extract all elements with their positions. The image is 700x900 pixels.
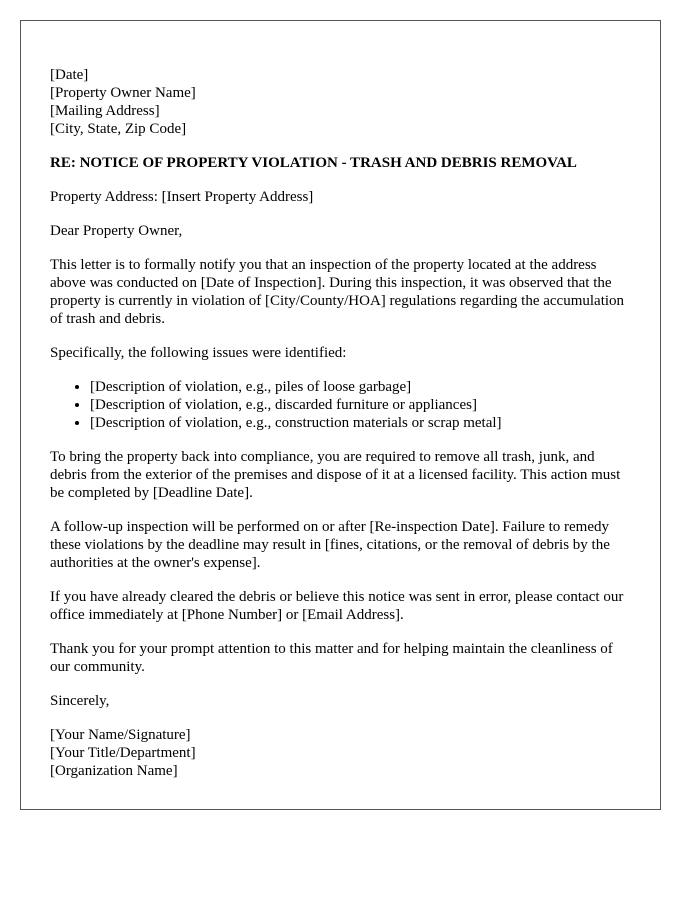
thanks-paragraph: Thank you for your prompt attention to this matter and for helping maintain the cleanliness of our community. <box>50 641 613 675</box>
intro-paragraph: This letter is to formally notify you that an inspection of the property located at the address above was conducted on [Date of Inspection]. During this inspection, it was observed that the property is currently in violation of [City/County/HOA] regulations regarding the accumulation of trash and debris. <box>50 257 625 327</box>
property-address: Property Address: [Insert Property Address] <box>50 189 314 205</box>
issue-item: • [Description of violation, e.g., piles of loose garbage] <box>90 378 631 396</box>
issues-list <box>50 378 631 432</box>
letter <box>20 20 661 810</box>
signature-block <box>50 726 631 780</box>
organization-name: [Organization Name] <box>50 763 178 779</box>
city-state-zip: [City, State, Zip Code] <box>50 121 187 137</box>
subject-line: RE: NOTICE OF PROPERTY VIOLATION - TRASH AND DEBRIS REMOVAL <box>50 155 577 171</box>
signer-title: [Your Title/Department] <box>50 745 196 761</box>
closing: Sincerely, <box>50 693 110 709</box>
issues-lead: Specifically, the following issues were identified: <box>50 345 347 361</box>
issue-item: • [Description of violation, e.g., discarded furniture or appliances] <box>90 396 631 414</box>
followup-paragraph: A follow-up inspection will be performed on or after [Re-inspection Date]. Failure to remedy these violations by the deadline may result in [fines, citations, or the removal of debris by the authorities at the owner's expense]. <box>50 519 610 571</box>
contact-paragraph: If you have already cleared the debris or believe this notice was sent in error, please contact our office immediately at [Phone Number] or [Email Address]. <box>50 589 624 623</box>
compliance-paragraph: To bring the property back into compliance, you are required to remove all trash, junk, and debris from the exterior of the premises and dispose of it at a licensed facility. This action must be completed by [Deadline Date]. <box>50 449 621 501</box>
issue-item: • [Description of violation, e.g., construction materials or scrap metal] <box>90 414 631 432</box>
date: [Date] <box>50 67 89 83</box>
salutation: Dear Property Owner, <box>50 223 183 239</box>
mailing-address: [Mailing Address] <box>50 103 160 119</box>
signer-name: [Your Name/Signature] <box>50 727 191 743</box>
owner-name: [Property Owner Name] <box>50 85 196 101</box>
